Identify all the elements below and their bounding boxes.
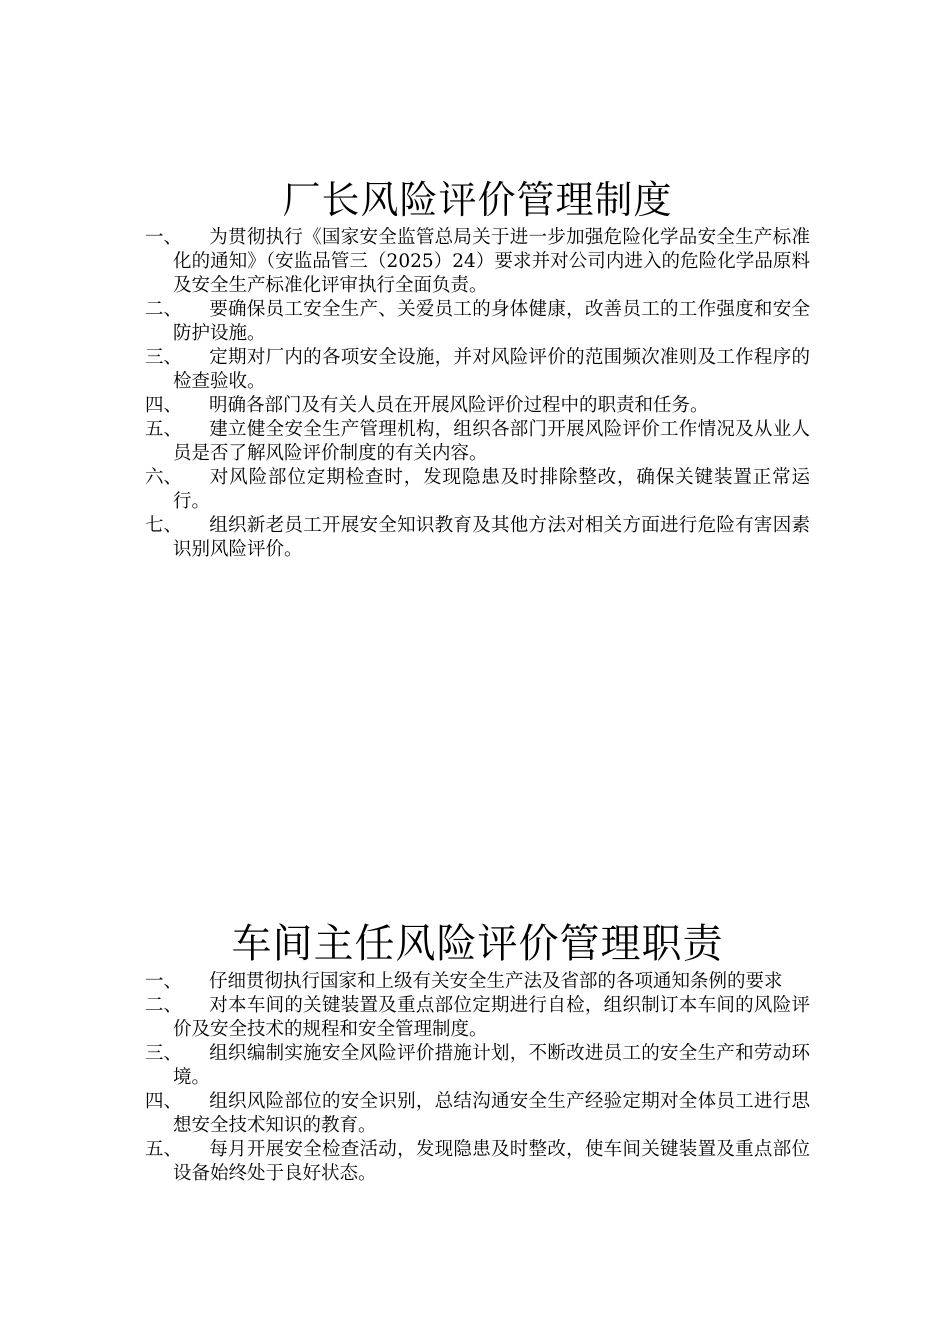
item-number: 二、 [145,299,183,320]
item-text: 明确各部门及有关人员在开展风险评价过程中的职责和任务。 [209,395,709,416]
section-factory-director [145,174,810,562]
item-text: 仔细贯彻执行国家和上级有关安全生产法及省部的各项通知条例的要求 [209,971,783,992]
item-text: 每月开展安全检查活动，发现隐患及时整改，使车间关键装置及重点部位设备始终处于良好状态。 [173,1139,810,1184]
item-text: 要确保员工安全生产、关爱员工的身体健康，改善员工的工作强度和安全防护设施。 [173,299,810,344]
item-text: 组织风险部位的安全识别，总结沟通安全生产经验定期对全体员工进行思想安全技术知识的教育。 [173,1091,810,1136]
item-text: 组织编制实施安全风险评价措施计划，不断改进员工的安全生产和劳动环境。 [173,1043,810,1088]
section-title: 厂长风险评价管理制度 [282,178,673,222]
list-item [145,298,810,346]
duties-list [145,970,810,1186]
item-number: 四、 [145,1091,183,1112]
item-number: 一、 [145,227,183,248]
list-item [145,394,810,418]
item-number: 五、 [145,419,183,440]
list-item [145,466,810,514]
rules-list [145,226,810,562]
item-number: 一、 [145,971,183,992]
list-item [145,418,810,466]
section-workshop-director [145,918,810,1186]
item-number: 六、 [145,467,183,488]
item-text: 对本车间的关键装置及重点部位定期进行自检，组织制订本车间的风险评价及安全技术的规程和安全管理制度。 [173,995,810,1040]
item-number: 三、 [145,1043,183,1064]
list-item [145,346,810,394]
list-item [145,970,810,994]
item-text: 为贯彻执行《国家安全监管总局关于进一步加强危险化学品安全生产标准化的通知》（安监品管三（2025）24）要求并对公司内进入的危险化学品原料及安全生产标准化评审执行全面负责。 [173,227,810,296]
item-number: 五、 [145,1139,183,1160]
list-item [145,1090,810,1138]
section-title: 车间主任风险评价管理职责 [231,921,724,967]
item-text: 组织新老员工开展安全知识教育及其他方法对相关方面进行危险有害因素识别风险评价。 [173,515,810,560]
item-text: 对风险部位定期检查时，发现隐患及时排除整改，确保关键装置正常运行。 [173,467,810,512]
item-number: 三、 [145,347,183,368]
list-item [145,514,810,562]
item-number: 四、 [145,395,183,416]
list-item [145,226,810,298]
list-item [145,1138,810,1186]
item-text: 定期对厂内的各项安全设施，并对风险评价的范围频次准则及工作程序的检查验收。 [173,347,810,392]
item-text: 建立健全安全生产管理机构，组织各部门开展风险评价工作情况及从业人员是否了解风险评价制度的有关内容。 [173,419,810,464]
item-number: 二、 [145,995,183,1016]
item-number: 七、 [145,515,183,536]
list-item [145,1042,810,1090]
list-item [145,994,810,1042]
